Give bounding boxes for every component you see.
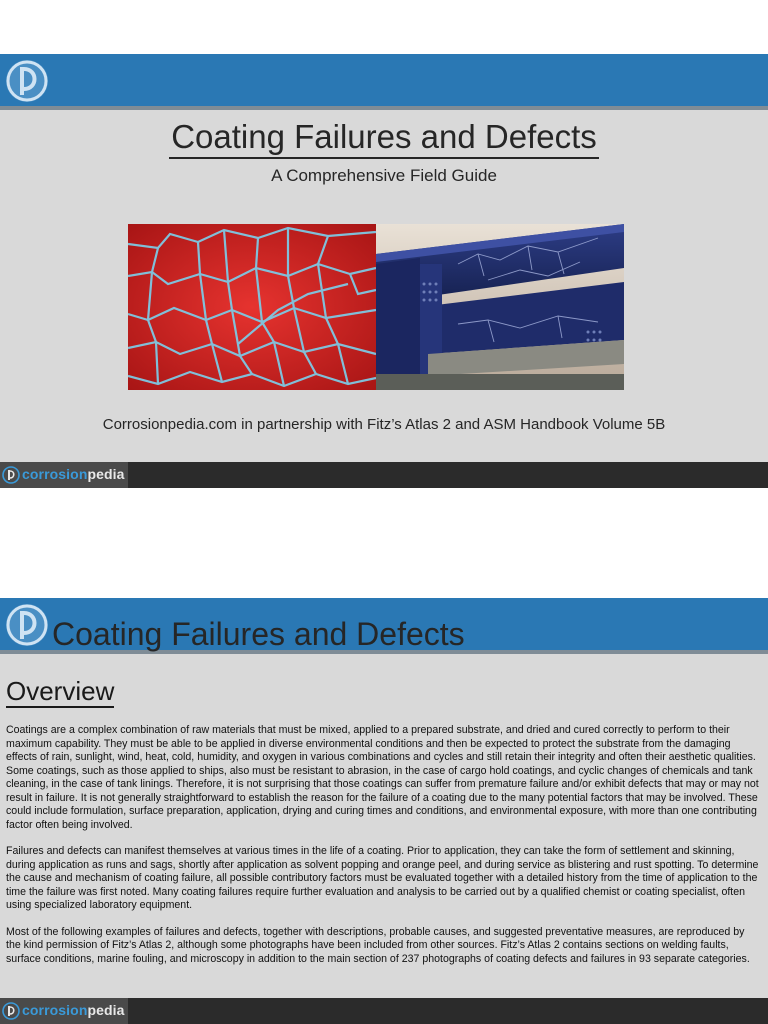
slide-footer	[0, 462, 768, 488]
coating-photos	[128, 224, 624, 390]
paragraph: Failures and defects can manifest themselves at various times in the life of a coating. Prior to application, they can take the form of settlement and skinning, during application as runs and sags, shortly after application as solvent popping and orange peel, and during service as blistering and rust spotting. To determine the cause and mechanism of coating failure, all possible contributory factors must be evaluated together with a detailed history from the time of application to the time the failure was first noted. Many coating failures require further evaluation and analysis to be carried out by a qualified chemist or coating specialist, often using specialized laboratory equipment.	[6, 845, 759, 911]
paragraph: Most of the following examples of failures and defects, together with descriptions, probable causes, and suggested preventative measures, are reproduced by the kind permission of Fitz’s Atlas 2, although some photographs have been included from other sources. Fitz’s Atlas 2 contains sections on welding faults, surface conditions, marine fouling, and microscopy in addition to the main section of 237 photographs of coating defects and failures in 93 separate categories.	[6, 925, 750, 965]
title-text: Coating Failures and Defects	[169, 118, 599, 159]
footer-brand-text	[22, 466, 125, 482]
slide-header-bar	[0, 54, 768, 106]
corrosionpedia-logo-icon	[4, 58, 50, 104]
overview-body	[6, 724, 762, 979]
corrosionpedia-logo-icon	[4, 602, 50, 648]
brand-part-a: corrosion	[22, 466, 88, 482]
footer-brand-strip	[0, 998, 128, 1024]
title-slide	[0, 54, 768, 488]
section-heading	[6, 676, 114, 707]
brand-part-b: pedia	[87, 1002, 125, 1018]
page-subtitle: A Comprehensive Field Guide	[271, 166, 497, 185]
corrosionpedia-logo-icon	[2, 1002, 20, 1020]
heading-text: Overview	[6, 676, 115, 706]
page-title	[0, 118, 768, 156]
slide-title: Coating Failures and Defects	[52, 616, 465, 652]
blue-steel-beam-photo	[376, 224, 624, 390]
partnership-credit: Corrosionpedia.com in partnership with Fitz’s Atlas 2 and ASM Handbook Volume 5B	[102, 416, 666, 433]
overview-slide	[0, 598, 768, 1024]
footer-brand-strip	[0, 462, 128, 488]
corrosionpedia-logo-icon	[2, 466, 20, 484]
brand-part-b: pedia	[87, 466, 125, 482]
paragraph: Coatings are a complex combination of raw materials that must be mixed, applied to a prepared substrate, and dried and cured correctly to perform to their maximum capability. They must be able to be applied in diverse environmental conditions and then be expected to protect the substrate from the damaging effects of rain, sunlight, wind, heat, cold, humidity, and oxygen in various combinations and cycles and still retain their integrity and often their aesthetic qualities. Some coatings, such as those applied to ships, also must be resistant to abrasion, in the case of cargo hold coatings, and cyclic changes of chemicals and tank cleaning, in the case of tank linings. Therefore, it is not surprising that those coatings can suffer from premature failure and/or exhibit defects that may or may not result in failure. It is not generally straightforward to establish the reason for the failure of a coating due to the many potential factors that may be involved. These could include formulation, surface preparation, application, drying and curing times and conditions, and environmental exposure, with more than one contributing factor often being involved.	[6, 724, 759, 831]
slide-footer	[0, 998, 768, 1024]
footer-brand-text	[22, 1002, 125, 1018]
brand-part-a: corrosion	[22, 1002, 88, 1018]
header-divider	[0, 106, 768, 110]
red-cracked-coating-photo	[128, 224, 376, 390]
